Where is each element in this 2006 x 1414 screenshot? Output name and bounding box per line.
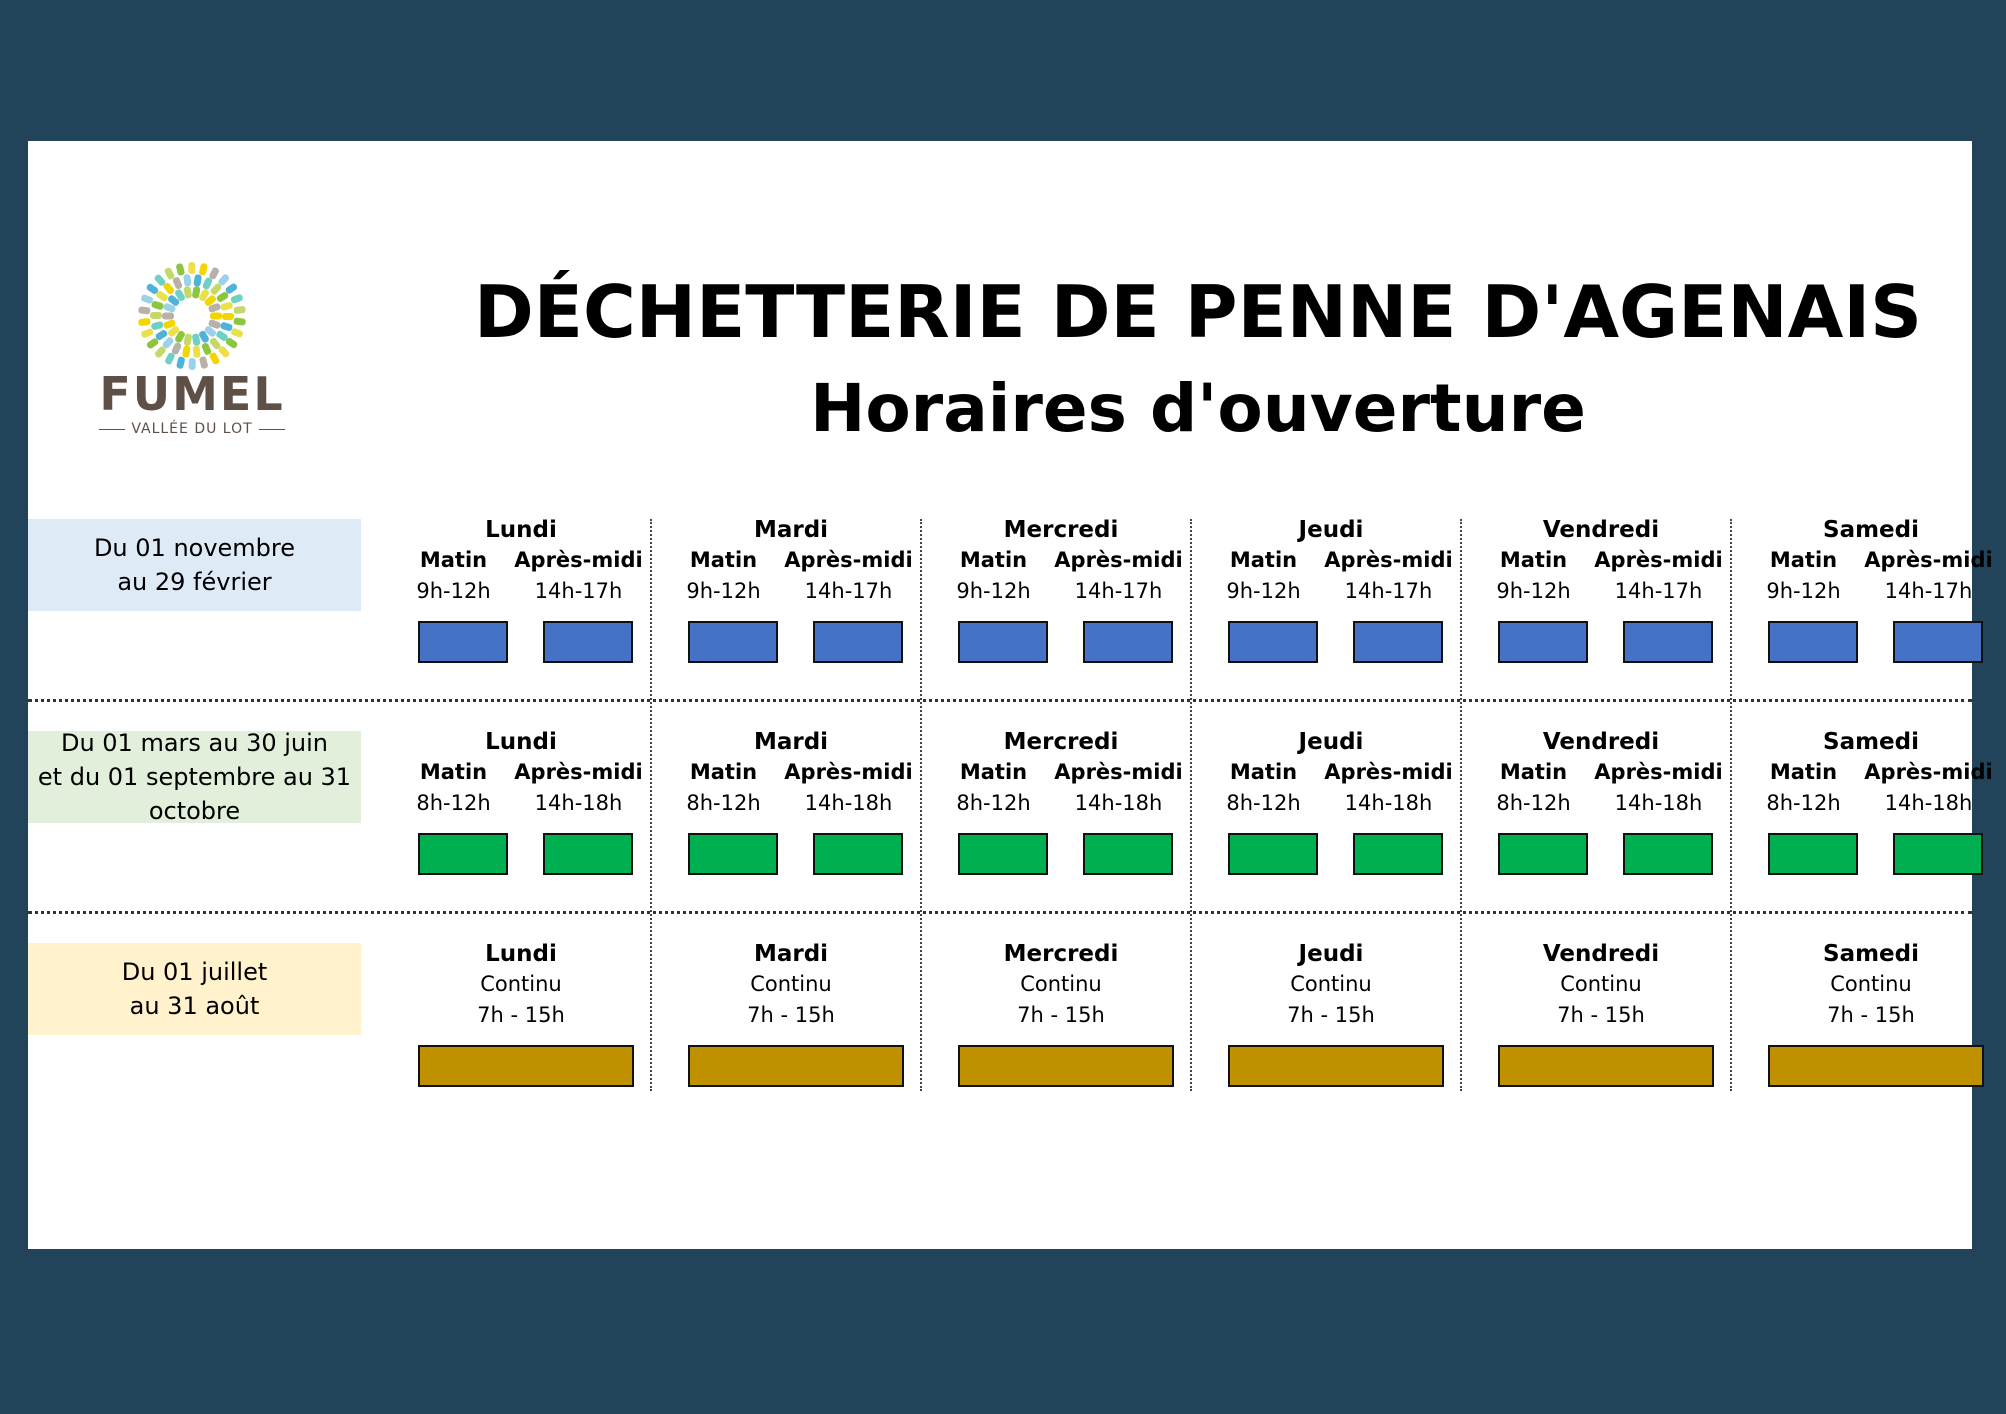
opening-slot-box [958,1045,1174,1087]
period-label [28,943,361,1035]
day-column [926,941,1196,1141]
period-label-text: Du 01 juillet au 31 août [121,958,268,1020]
day-name: Mercredi [1003,517,1119,543]
day-name: Mercredi [1003,729,1119,755]
opening-slot-box [418,833,508,875]
opening-slot-box [1498,833,1588,875]
opening-slot-box [1353,833,1443,875]
slot-hours: 8h-12h [1766,791,1841,815]
slot-hours: 14h-17h [1344,579,1433,603]
slot-hours: 14h-18h [1344,791,1433,815]
slot-hours: 8h-12h [956,791,1031,815]
slot-label: Continu [1020,972,1102,996]
day-column [1196,517,1466,717]
slot-label: Matin [1499,548,1568,572]
slot-label: Après-midi [1594,548,1723,572]
slot-label: Continu [1830,972,1912,996]
opening-slot-box [543,621,633,663]
opening-slot-box [688,1045,904,1087]
opening-slot-box [688,621,778,663]
slot-label: Après-midi [1864,548,1993,572]
slot-label: Matin [689,760,758,784]
slot-hours: 14h-18h [1614,791,1703,815]
opening-slot-box [688,833,778,875]
period-label-text: Du 01 novembre au 29 février [93,534,296,596]
slot-hours: 14h-18h [804,791,893,815]
day-column [1466,941,1736,1141]
slot-hours: 9h-12h [1496,579,1571,603]
slot-label: Matin [959,760,1028,784]
day-name: Lundi [485,729,557,755]
day-column [1736,729,2006,929]
slot-label: Matin [1769,760,1838,784]
day-name: Jeudi [1298,729,1364,755]
opening-slot-box [418,621,508,663]
day-column [1736,941,2006,1141]
slot-hours: 14h-17h [1884,579,1973,603]
day-column [1466,517,1736,717]
slot-hours: 14h-18h [1074,791,1163,815]
day-name: Samedi [1823,941,1919,967]
day-column [386,729,656,929]
slot-hours: 14h-17h [1074,579,1163,603]
period-label [28,519,361,611]
opening-slot-box [418,1045,634,1087]
day-name: Lundi [485,517,557,543]
row-divider [28,911,1972,914]
row-divider [28,699,1972,702]
day-column [386,941,656,1141]
slot-hours: 14h-17h [534,579,623,603]
day-column [1196,729,1466,929]
day-name: Mardi [753,729,829,755]
slot-hours: 14h-18h [534,791,623,815]
slot-hours: 8h-12h [416,791,491,815]
opening-slot-box [813,621,903,663]
day-column [1736,517,2006,717]
slot-label: Continu [750,972,832,996]
opening-slot-box [813,833,903,875]
page-subtitle: Horaires d'ouverture [810,370,1586,447]
fumel-logo [92,261,292,437]
logo-name: FUMEL [99,367,285,421]
opening-slot-box [1498,621,1588,663]
day-name: Samedi [1823,729,1919,755]
opening-slot-box [1353,621,1443,663]
opening-slot-box [1893,621,1983,663]
opening-slot-box [543,833,633,875]
slot-hours: 8h-12h [1496,791,1571,815]
slot-label: Matin [419,548,488,572]
day-name: Mardi [753,941,829,967]
opening-slot-box [958,621,1048,663]
opening-slot-box [1768,1045,1984,1087]
slot-label: Après-midi [1864,760,1993,784]
slot-hours: 7h - 15h [747,1003,835,1027]
day-name: Vendredi [1542,517,1660,543]
day-column [1466,729,1736,929]
opening-slot-box [958,833,1048,875]
slot-label: Après-midi [1594,760,1723,784]
slot-hours: 7h - 15h [1557,1003,1645,1027]
opening-slot-box [1083,833,1173,875]
slot-label: Matin [1769,548,1838,572]
slot-hours: 9h-12h [416,579,491,603]
slot-hours: 7h - 15h [1827,1003,1915,1027]
slot-hours: 14h-18h [1884,791,1973,815]
slot-hours: 9h-12h [956,579,1031,603]
day-column [926,729,1196,929]
day-column [386,517,656,717]
opening-slot-box [1623,833,1713,875]
slot-label: Matin [689,548,758,572]
slot-label: Après-midi [784,760,913,784]
sunburst-logo-icon [92,261,292,371]
slot-label: Après-midi [1054,760,1183,784]
slot-hours: 9h-12h [1226,579,1301,603]
slot-label: Après-midi [1324,548,1453,572]
slot-label: Matin [959,548,1028,572]
opening-slot-box [1768,621,1858,663]
period-label-text: Du 01 mars au 30 juin et du 01 septembre au 31 octobre [37,729,352,825]
slot-label: Après-midi [514,548,643,572]
slot-hours: 14h-17h [804,579,893,603]
day-name: Jeudi [1298,941,1364,967]
slot-hours: 9h-12h [686,579,761,603]
schedule-sheet [28,141,1993,1249]
slot-label: Continu [1290,972,1372,996]
day-name: Mardi [753,517,829,543]
opening-slot-box [1083,621,1173,663]
logo-tagline-text: VALLÉE DU LOT [131,421,253,437]
day-column [656,941,926,1141]
day-column [1196,941,1466,1141]
page-title: DÉCHETTERIE DE PENNE D'AGENAIS [474,270,1922,354]
day-name: Vendredi [1542,941,1660,967]
column-divider [1190,519,1192,1091]
slot-hours: 8h-12h [686,791,761,815]
slot-hours: 8h-12h [1226,791,1301,815]
day-column [656,729,926,929]
slot-label: Matin [1229,548,1298,572]
slot-label: Après-midi [784,548,913,572]
slot-label: Après-midi [514,760,643,784]
opening-slot-box [1498,1045,1714,1087]
period-label [28,731,361,823]
slot-label: Matin [1499,760,1568,784]
slot-hours: 9h-12h [1766,579,1841,603]
slot-hours: 7h - 15h [1287,1003,1375,1027]
slot-label: Continu [480,972,562,996]
slot-hours: 7h - 15h [477,1003,565,1027]
slot-label: Continu [1560,972,1642,996]
opening-slot-box [1228,833,1318,875]
opening-slot-box [1228,1045,1444,1087]
opening-slot-box [1623,621,1713,663]
column-divider [920,519,922,1091]
logo-tagline [92,421,292,437]
day-column [926,517,1196,717]
day-name: Jeudi [1298,517,1364,543]
slot-label: Matin [419,760,488,784]
opening-slot-box [1893,833,1983,875]
slot-label: Après-midi [1054,548,1183,572]
slot-hours: 7h - 15h [1017,1003,1105,1027]
column-divider [1730,519,1732,1091]
column-divider [1460,519,1462,1091]
slot-label: Matin [1229,760,1298,784]
column-divider [650,519,652,1091]
opening-slot-box [1768,833,1858,875]
day-name: Samedi [1823,517,1919,543]
day-name: Mercredi [1003,941,1119,967]
day-column [656,517,926,717]
day-name: Vendredi [1542,729,1660,755]
opening-slot-box [1228,621,1318,663]
slot-hours: 14h-17h [1614,579,1703,603]
slot-label: Après-midi [1324,760,1453,784]
day-name: Lundi [485,941,557,967]
